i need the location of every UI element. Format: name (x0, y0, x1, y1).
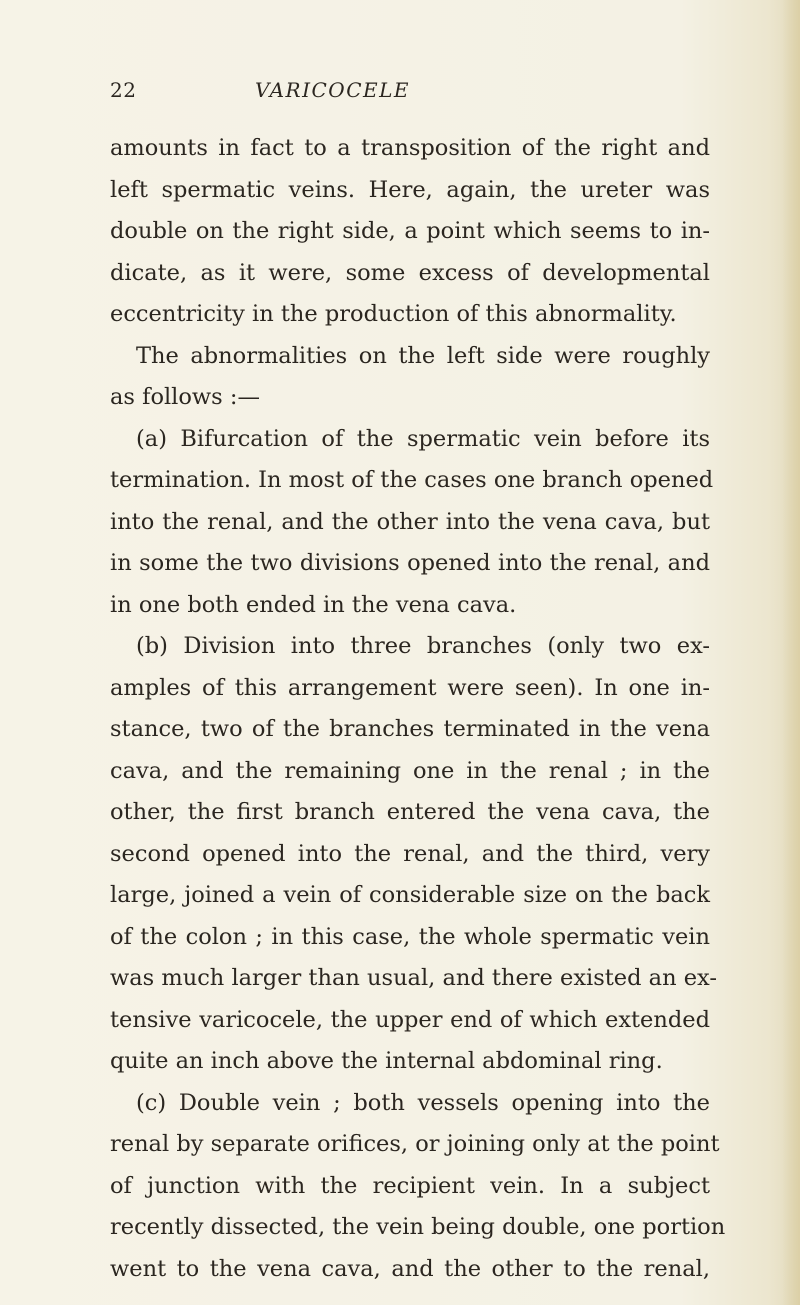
text-line: eccentricity in the production of this abnormality. (110, 301, 677, 327)
text-line: quite an inch above the internal abdominal ring. (110, 1048, 663, 1074)
text-line: second opened into the renal, and the third, very (110, 840, 710, 867)
text-line: recently dissected, the vein being double, one portion (110, 1214, 726, 1240)
text-line: large, joined a vein of considerable size on the back (110, 882, 710, 908)
running-title: VARICOCELE (255, 78, 410, 102)
text-line: stance, two of the branches terminated in the vena (110, 716, 710, 742)
text-line: double on the right side, a point which seems to in- (110, 218, 710, 244)
text-line: termination. In most of the cases one branch opened (110, 467, 714, 493)
text-line: renal by separate orifices, or joining only at the point (110, 1131, 720, 1157)
text-line: amples of this arrangement were seen). In one in- (110, 674, 710, 701)
text-line: went to the vena cava, and the other to the renal, (110, 1255, 710, 1282)
text-line: amounts in fact to a transposition of the right and (110, 135, 710, 161)
text-line: cava, and the remaining one in the renal ; in the (110, 757, 710, 784)
text-line: as follows :— (110, 384, 260, 410)
paragraph-start-line: The abnormalities on the left side were roughly (136, 342, 710, 369)
text-line: dicate, as it were, some excess of developmental (110, 259, 710, 286)
text-line: into the renal, and the other into the vena cava, but (110, 508, 710, 535)
text-line: in some the two divisions opened into the renal, and (110, 550, 710, 576)
text-line: was much larger than usual, and there existed an ex- (110, 965, 717, 991)
page-number: 22 (110, 78, 137, 102)
text-line: left spermatic veins. Here, again, the ureter was (110, 176, 710, 203)
list-item-c-line: (c) Double vein ; both vessels opening into the (136, 1089, 710, 1116)
page-edge-stain (782, 0, 800, 1305)
running-head (110, 78, 720, 108)
text-line: in one both ended in the vena cava. (110, 591, 517, 618)
list-item-a-line: (a) Bifurcation of the spermatic vein before its (136, 425, 710, 452)
text-line: of the colon ; in this case, the whole spermatic vein (110, 923, 710, 950)
body-text (110, 128, 726, 1290)
text-line: tensive varicocele, the upper end of which extended (110, 1006, 710, 1033)
text-line: other, the first branch entered the vena cava, the (110, 799, 710, 825)
list-item-b-line: (b) Division into three branches (only two ex- (136, 633, 710, 659)
text-line: of junction with the recipient vein. In a subject (110, 1172, 710, 1199)
